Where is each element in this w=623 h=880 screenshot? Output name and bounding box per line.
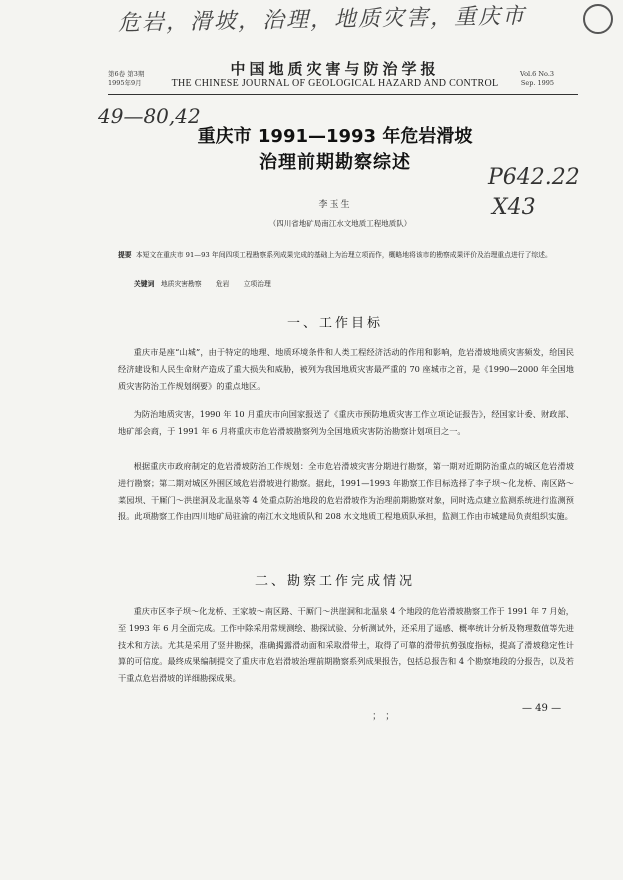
keywords-label: 关键词 [134,280,155,288]
page-number: — 49 — [522,703,562,714]
stray-marks: ； ； [372,711,396,722]
section1-paragraph-3: 根据重庆市政府制定的危岩滑坡防治工作规划：全市危岩滑坡灾害分期进行勘察，第一期对近期防治重点的城区危岩滑坡进行勘察；第二期对城区外围区域危岩滑坡进行勘察。据此，1991—1993 年勘察工作目标选择了李子坝～化龙桥、南区路～菜园坝、干厮门～洪崖洞及北温泉等 4 处重点防治地段的危岩滑坡作为治理前期勘察对象，同时选点建立监测系统进行监测预报。此项勘察工作由四川地矿局驻渝的南江水文地质队和 208 水文地质工程地质队承担，监测工作由市城建局负责组织实施。 [118,461,574,522]
section2-paragraph-1: 重庆市区李子坝～化龙桥、王家坡～南区路、干厮门～洪崖洞和北温泉 4 个地段的危岩滑坡勘察工作于 1991 年 7 月始，至 1993 年 6 月全面完成。工作中除采用常规测绘、勘探试验、分析测试外，还采用了遥感、概率统计分析及物理数值等先进技术和方法。尤其是采用了竖井勘探，准确揭露滑动面和采取滑带土，取得了可靠的滑带抗剪强度指标，提高了滑坡稳定性计算的可信度。最终成果编制提交了重庆市危岩滑坡治理前期勘察系列成果报告，包括总报告和 4 个勘察地段的分报告，以及若干重点危岩滑坡的详细勘探成果。 [118,606,574,684]
article-author: 李玉生 [318,200,352,210]
header-date-cn-text: 1995年9月 [108,79,142,87]
keyword-item: 地质灾害勘察 [160,280,202,288]
section1-paragraph-2: 为防治地质灾害，1990 年 10 月重庆市向国家报送了《重庆市预防地质灾害工作立项论证报告》，经国家计委、财政部、地矿部会商，于 1991 年 6 月将重庆市危岩滑坡勘察列为全国地质灾害防治勘察计划项目之一。 [118,409,574,436]
keyword-item: 立项治理 [243,280,271,288]
article-affiliation: （四川省地矿局南江水文地质工程地质队） [268,219,412,228]
journal-title-cn: 中国地质灾害与防治学报 [230,60,440,78]
header-vol-en-text: Vol.6 No.3 [520,70,555,78]
abstract-label: 提要 [118,251,132,259]
section1-paragraph-1: 重庆市是座“山城”，由于特定的地理、地质环境条件和人类工程经济活动的作用和影响，危岩滑坡地质灾害频发，给国民经济建设和人民生命财产造成了重大损失和威胁，被列为我国地质灾害最严重的 70 座城市之首，是《1990—2000 年全国地质灾害防治工作规划纲要》的重点地区。 [118,347,574,391]
keywords [134,278,283,288]
header-vol-cn-text: 第6卷 第3期 [108,70,145,78]
handwritten-classification-annotation-2: X43 [492,195,536,220]
handwritten-page-range-annotation: 49—80,42 [98,104,201,128]
abstract [118,248,578,262]
abstract-text: 本短文在重庆市 91—93 年间四项工程勘察系列成果完成的基础上为治理立项而作，概略地将该市的勘察成果评价及治理重点进行了综述。 [135,251,552,259]
keyword-item: 危岩 [215,280,230,288]
header-rule [108,94,578,95]
handwritten-keywords-annotation: 危岩，滑坡，治理，地质灾害，重庆市 [117,3,527,37]
handwritten-classification-annotation: P642.22 [488,165,580,190]
section-heading-progress: 二、勘察工作完成情况 [254,574,415,589]
handwritten-circle-mark [583,4,613,34]
header-date-en-text: Sep. 1995 [520,79,555,87]
article-title-line2: 治理前期勘察综述 [259,152,411,173]
header-volume-en [520,70,554,88]
journal-title-en: THE CHINESE JOURNAL OF GEOLOGICAL HAZARD AND CONTROL [171,78,499,89]
header-volume-cn [108,70,144,88]
article-title-line1: 重庆市 1991—1993 年危岩滑坡 [197,126,473,147]
section-heading-goals: 一、工作目标 [286,316,383,331]
